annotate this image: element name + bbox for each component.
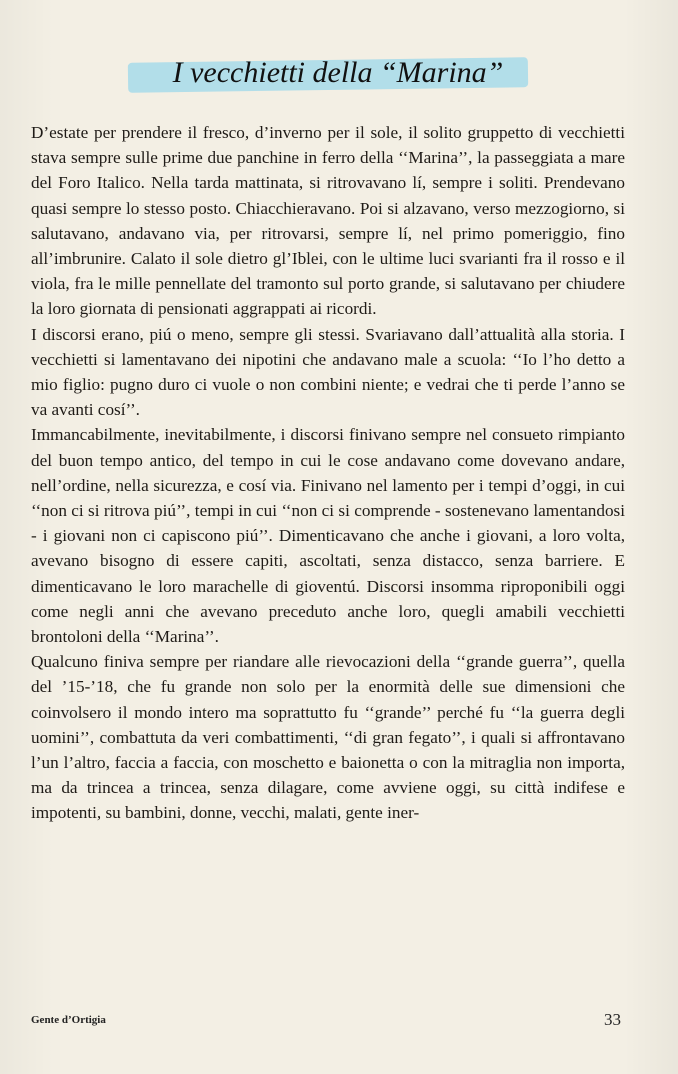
paragraph-2: I discorsi erano, piú o meno, sempre gli stessi. Svariavano dall’attualità alla storia. I vecchietti si lamentavano dei nipotini che andavano male a scuola: ‘‘Io l’ho detto a mio figlio: pugno duro ci vuole o non combini niente; e vedrai che ti perde l’anno se va avanti cosí’’. bbox=[31, 324, 625, 420]
paragraph-1: D’estate per prendere il fresco, d’inverno per il sole, il solito gruppetto di vecchietti stava sempre sulle prime due panchine in ferro della ‘‘Marina’’, la passeggiata a mare del Foro Italico. Nella tarda mattinata, si ritrovavano lí, sempre i soliti. Prendevano quasi sempre lo stesso posto. Chiacchieravano. Poi si alzavano, verso mezzogiorno, si salutavano, andavano via, per ritrovarsi, sempre lí, nel primo pomeriggio, fino all’imbrunire. Calato il sole dietro gl’Iblei, con le ultime luci svarianti fra il rosso e il viola, fra le mille pennellate del tramonto sul porto grande, si salutavano per chiudere la loro giornata di pensionati aggrappati ai ricordi. bbox=[31, 123, 625, 319]
page-number: 33 bbox=[604, 1010, 621, 1029]
paragraph-3: Immancabilmente, inevitabilmente, i discorsi finivano sempre nel consueto rimpianto del buon tempo antico, del tempo in cui le cose andavano come dovevano andare, nell’ordine, nella sicurezza, e cosí via. Finivano nel lamento per i tempi d’oggi, in cui ‘‘non ci si ritrova piú’’, tempi in cui ‘‘non ci si comprende - sostenevano lamentandosi - i giovani non ci capiscono piú’’. Dimenticavano che anche i giovani, a loro volta, avevano bisogno di essere capiti, ascoltati, senza distacco, senza barriere. E dimenticavano le loro marachelle di gioventú. Discorsi insomma riproponibili oggi come negli anni che avevano preceduto anche loro, quegli amabili vecchietti brontoloni della ‘‘Marina’’. bbox=[31, 425, 625, 647]
title-block bbox=[118, 54, 548, 94]
paragraph-4: Qualcuno finiva sempre per riandare alle rievocazioni della ‘‘grande guerra’’, quella del ’15-’18, che fu grande non solo per la enormità delle sue dimensioni che coinvolsero il mondo intero ma soprattutto fu ‘‘grande’’ perché fu ‘‘la guerra degli uomini’’, combattuta da veri combattimenti, ‘‘di gran fegato’’, i quali si affrontavano l’un l’altro, faccia a faccia, con moschetto e baionetta o con la mitraglia non importa, ma da trincea a trincea, senza dilagare, come avviene oggi, su città indifese e impotenti, su bambini, donne, vecchi, malati, gente iner- bbox=[31, 652, 625, 823]
book-title-footer: Gente d’Ortigia bbox=[31, 1014, 106, 1026]
page-title: I vecchietti della “Marina” bbox=[172, 56, 504, 89]
body-text bbox=[31, 120, 625, 826]
